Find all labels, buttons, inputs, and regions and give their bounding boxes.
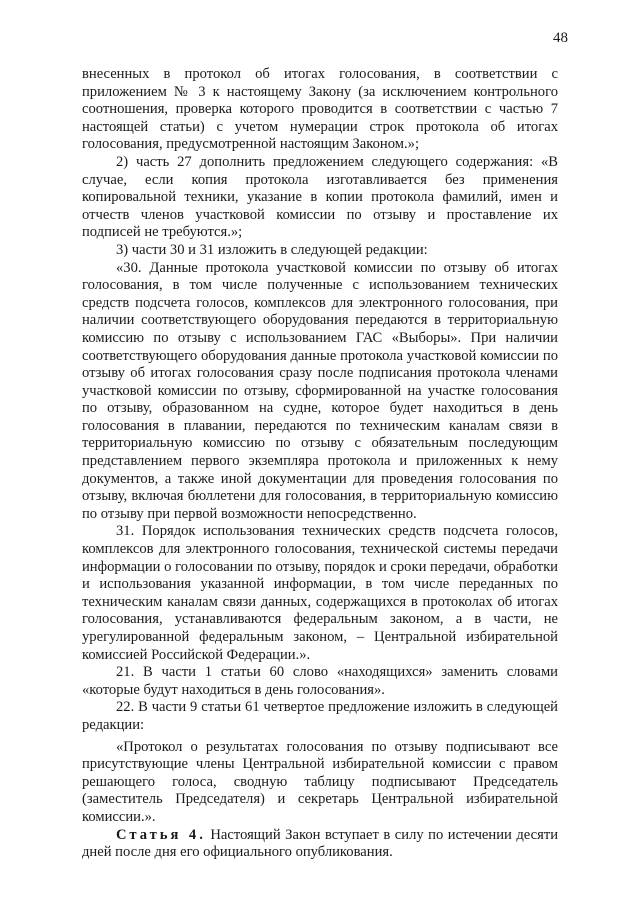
article-4-paragraph — [82, 827, 558, 862]
paragraph-part-31: 31. Порядок использования технических средств подсчета голосов, комплексов для электронного голосования, технической системы передачи информации о голосовании по отзыву, порядок и сроки передачи, обработки и использования указанной информации, в том числе переданных по техническим каналам связи данных, содержащихся в протоколах об итогах голосования, устанавливаются федеральным законом, а в части, не урегулированной федеральным законом, – Центральной избирательной комиссией Российской Федерации.». — [82, 523, 558, 663]
article-4-text: Настоящий Закон вступает в силу по истечении десяти дней после дня его официального опубликования. — [82, 826, 559, 861]
paragraph-protocol-quote: «Протокол о результатах голосования по отзыву подписывают все присутствующие члены Центральной избирательной комиссии с правом решающего голоса, сводную таблицу подписывают Председатель (заместитель Председателя) и секретарь Центральной избирательной комиссии.». — [82, 738, 558, 825]
document-body — [82, 66, 558, 862]
paragraph-continuation: внесенных в протокол об итогах голосования, в соответствии с приложением № 3 к настоящему Закону (за исключением контрольного соотношения, проверка которого проводится в соответствии с частью 7 настоящей статьи) с учетом нумерации строк протокола об итогах голосования, предусмотренной настоящим Законом.»; — [82, 66, 558, 153]
paragraph-item-3: 3) части 30 и 31 изложить в следующей редакции: — [116, 241, 428, 258]
page-number: 48 — [553, 30, 568, 46]
article-4-label: Статья 4. — [116, 826, 206, 843]
paragraph-item-2: 2) часть 27 дополнить предложением следующего содержания: «В случае, если копия протокола изготавливается без применения копировальной техники, указание в копии протокола фамилий, имен и отчеств членов участковой комиссии по отзыву и проставление их подписей не требуются.»; — [82, 153, 558, 241]
paragraph-part-30: «30. Данные протокола участковой комиссии по отзыву об итогах голосования, в том числе полученные с использованием технических средств подсчета голосов, комплексов для электронного голосования, при наличии соответствующего оборудования передаются в территориальную комиссию по отзыву с использованием ГАС «Выборы». При наличии соответствующего оборудования данные протокола участковой комиссии по отзыву об итогах голосования сразу после подписания протокола членами участковой комиссии по отзыву, сформированной на участке голосования по отзыву, образованном на судне, которое будет находиться в день голосования в плавании, передаются по техническим каналам связи в территориальную комиссию по отзыву с обязательным последующим представлением первого экземпляра протокола и приложенных к нему документов, а также иной документации для проведения голосования по отзыву, включая бюллетени для голосования, в территориальную комиссию по отзыву при первой возможности непосредственно. — [82, 259, 558, 522]
paragraph-item-22: 22. В части 9 статьи 61 четвертое предложение изложить в следующей редакции: — [82, 699, 558, 733]
paragraph-item-21: 21. В части 1 статьи 60 слово «находящихся» заменить словами «которые будут находиться в день голосования». — [82, 664, 558, 698]
